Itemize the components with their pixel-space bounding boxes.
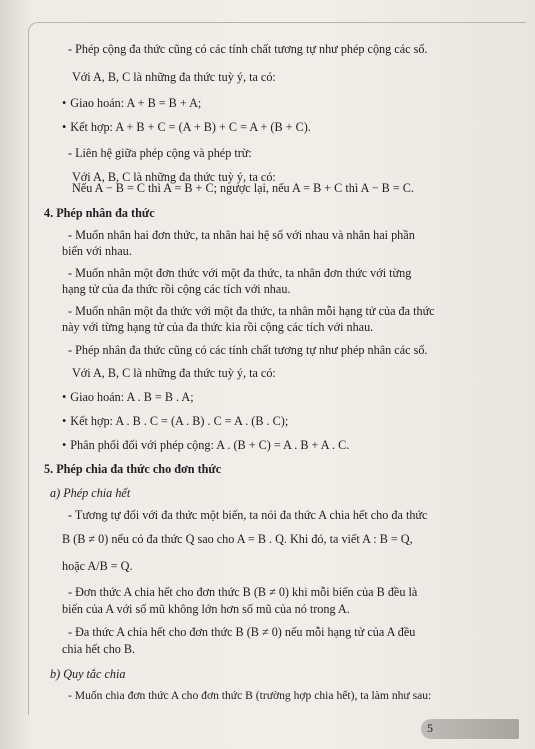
text-line: biến với nhau.	[62, 244, 132, 258]
text-line: B (B ≠ 0) nếu có đa thức Q sao cho A = B . Q. Khi đó, ta viết A : B = Q,	[62, 532, 413, 546]
subsection-heading: a) Phép chia hết	[50, 486, 131, 500]
text-line: Với A, B, C là những đa thức tuỳ ý, ta có:	[72, 366, 276, 380]
text-line: - Đơn thức A chia hết cho đơn thức B (B ≠ 0) khi mỗi biến của B đều là	[68, 585, 418, 599]
text-line: - Muốn nhân một đơn thức với một đa thức, ta nhân đơn thức với từng	[68, 266, 412, 280]
text-line: - Đa thức A chia hết cho đơn thức B (B ≠ 0) nếu mỗi hạng tử của A đều	[68, 625, 416, 639]
text-line: - Muốn nhân một đa thức với một đa thức, ta nhân mỗi hạng tử của đa thức	[68, 304, 435, 318]
text-line: chia hết cho B.	[62, 642, 136, 656]
section-heading: 4. Phép nhân đa thức	[44, 206, 155, 220]
bullet-item: • Kết hợp: A + B + C = (A + B) + C = A + (B + C).	[62, 120, 311, 135]
text-line: - Tương tự đối với đa thức một biến, ta nói đa thức A chia hết cho đa thức	[68, 508, 428, 522]
page-number: 5	[427, 721, 433, 735]
text-line: này với từng hạng tử của đa thức kia rồi cộng các tích với nhau.	[62, 320, 374, 334]
text-line: Với A, B, C là những đa thức tuỳ ý, ta có:	[72, 170, 276, 184]
bullet-item: • Giao hoán: A + B = B + A;	[62, 96, 201, 111]
bullet-item: • Phân phối đối với phép cộng: A . (B + C) = A . B + A . C.	[62, 438, 349, 453]
text-line: biến của A với số mũ không lớn hơn số mũ của nó trong A.	[62, 602, 350, 616]
text-line: Với A, B, C là những đa thức tuỳ ý, ta có:	[72, 70, 276, 84]
bullet-item: • Kết hợp: A . B . C = (A . B) . C = A . (B . C);	[62, 414, 288, 429]
text-line: - Liên hệ giữa phép cộng và phép trừ:	[68, 146, 252, 160]
subsection-heading: b) Quy tắc chia	[50, 667, 126, 681]
text-line: - Muốn nhân hai đơn thức, ta nhân hai hệ số với nhau và nhân hai phần	[68, 228, 415, 242]
page-number-tab	[421, 719, 519, 739]
bullet-item: • Giao hoán: A . B = B . A;	[62, 390, 194, 405]
text-line: - Phép cộng đa thức cũng có các tính chất tương tự như phép cộng các số.	[68, 42, 428, 56]
text-line: hạng tử của đa thức rồi cộng các tích với nhau.	[62, 282, 291, 296]
text-line: - Muốn chia đơn thức A cho đơn thức B (trường hợp chia hết), ta làm như sau:	[68, 689, 432, 702]
text-line: - Phép nhân đa thức cũng có các tính chất tương tự như phép nhân các số.	[68, 343, 428, 357]
text-line: hoặc A/B = Q.	[62, 559, 133, 573]
section-heading: 5. Phép chia đa thức cho đơn thức	[44, 462, 222, 476]
text-line: Nếu A − B = C thì A = B + C; ngược lại, nếu A = B + C thì A − B = C.	[72, 181, 414, 195]
